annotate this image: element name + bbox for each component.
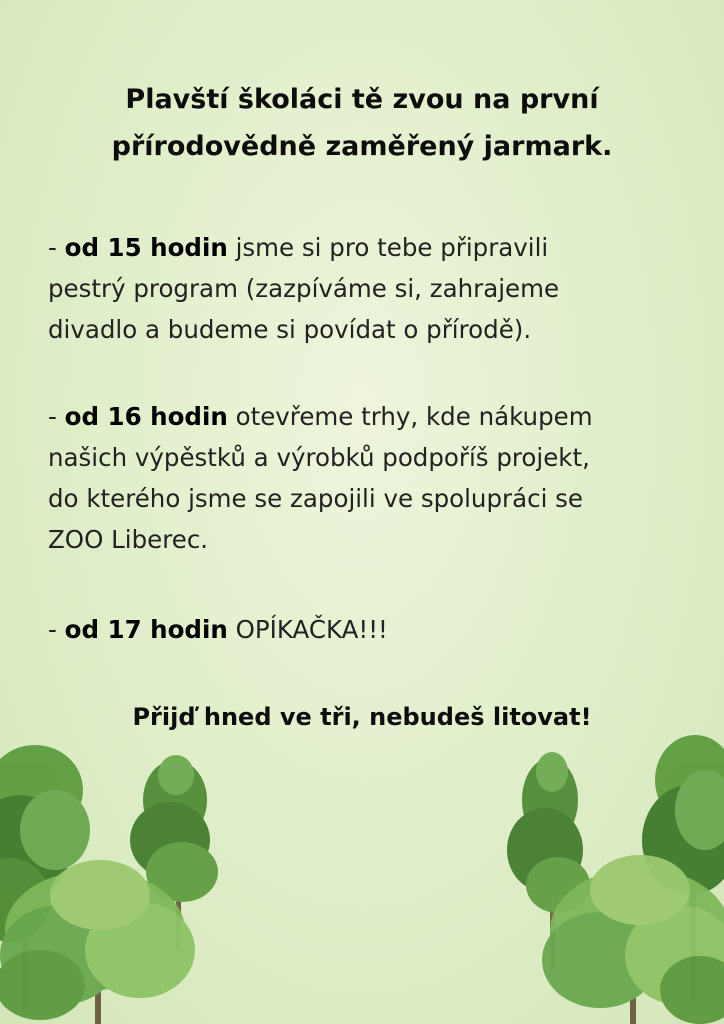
right-tall-tree-icon [507, 752, 590, 970]
left-bush-tree-icon [0, 860, 195, 1024]
schedule-text-line: otevřeme trhy, kde nákupem [227, 402, 593, 431]
schedule-text-line: divadlo a budeme si povídat o přírodě). [48, 315, 532, 344]
schedule-item-16 [48, 396, 688, 560]
poster-title [0, 76, 724, 170]
schedule-text-line: jsme si pro tebe připravili [227, 233, 549, 262]
right-big-tree-icon [642, 735, 724, 1000]
right-bush-tree-icon [542, 855, 724, 1024]
dash: - [48, 233, 65, 262]
schedule-text-line: našich výpěstků a výrobků podpoříš projekt, [48, 443, 590, 472]
dash: - [48, 402, 65, 431]
dash: - [48, 615, 65, 644]
schedule-item-15 [48, 227, 688, 350]
left-tall-tree-icon [130, 755, 218, 950]
schedule-text-line: OPÍKAČKA!!! [227, 615, 388, 644]
schedule-time: od 16 hodin [64, 402, 228, 431]
schedule-text-line: do kterého jsme se zapojili ve spolupráci se [48, 484, 584, 513]
schedule-text-line: ZOO Liberec. [48, 525, 209, 554]
schedule-item-17 [48, 609, 688, 650]
schedule-time: od 17 hodin [64, 615, 228, 644]
schedule-text-line: pestrý program (zazpíváme si, zahrajeme [48, 274, 560, 303]
closing-call-to-action: Přijď hned ve tři, nebudeš litovat! [132, 703, 592, 731]
left-big-tree-icon [0, 745, 90, 1010]
title-line-2: přírodovědně zaměřený jarmark. [111, 131, 613, 162]
schedule-time: od 15 hodin [64, 233, 228, 262]
title-line-1: Plavští školáci tě zvou na první [125, 84, 599, 115]
